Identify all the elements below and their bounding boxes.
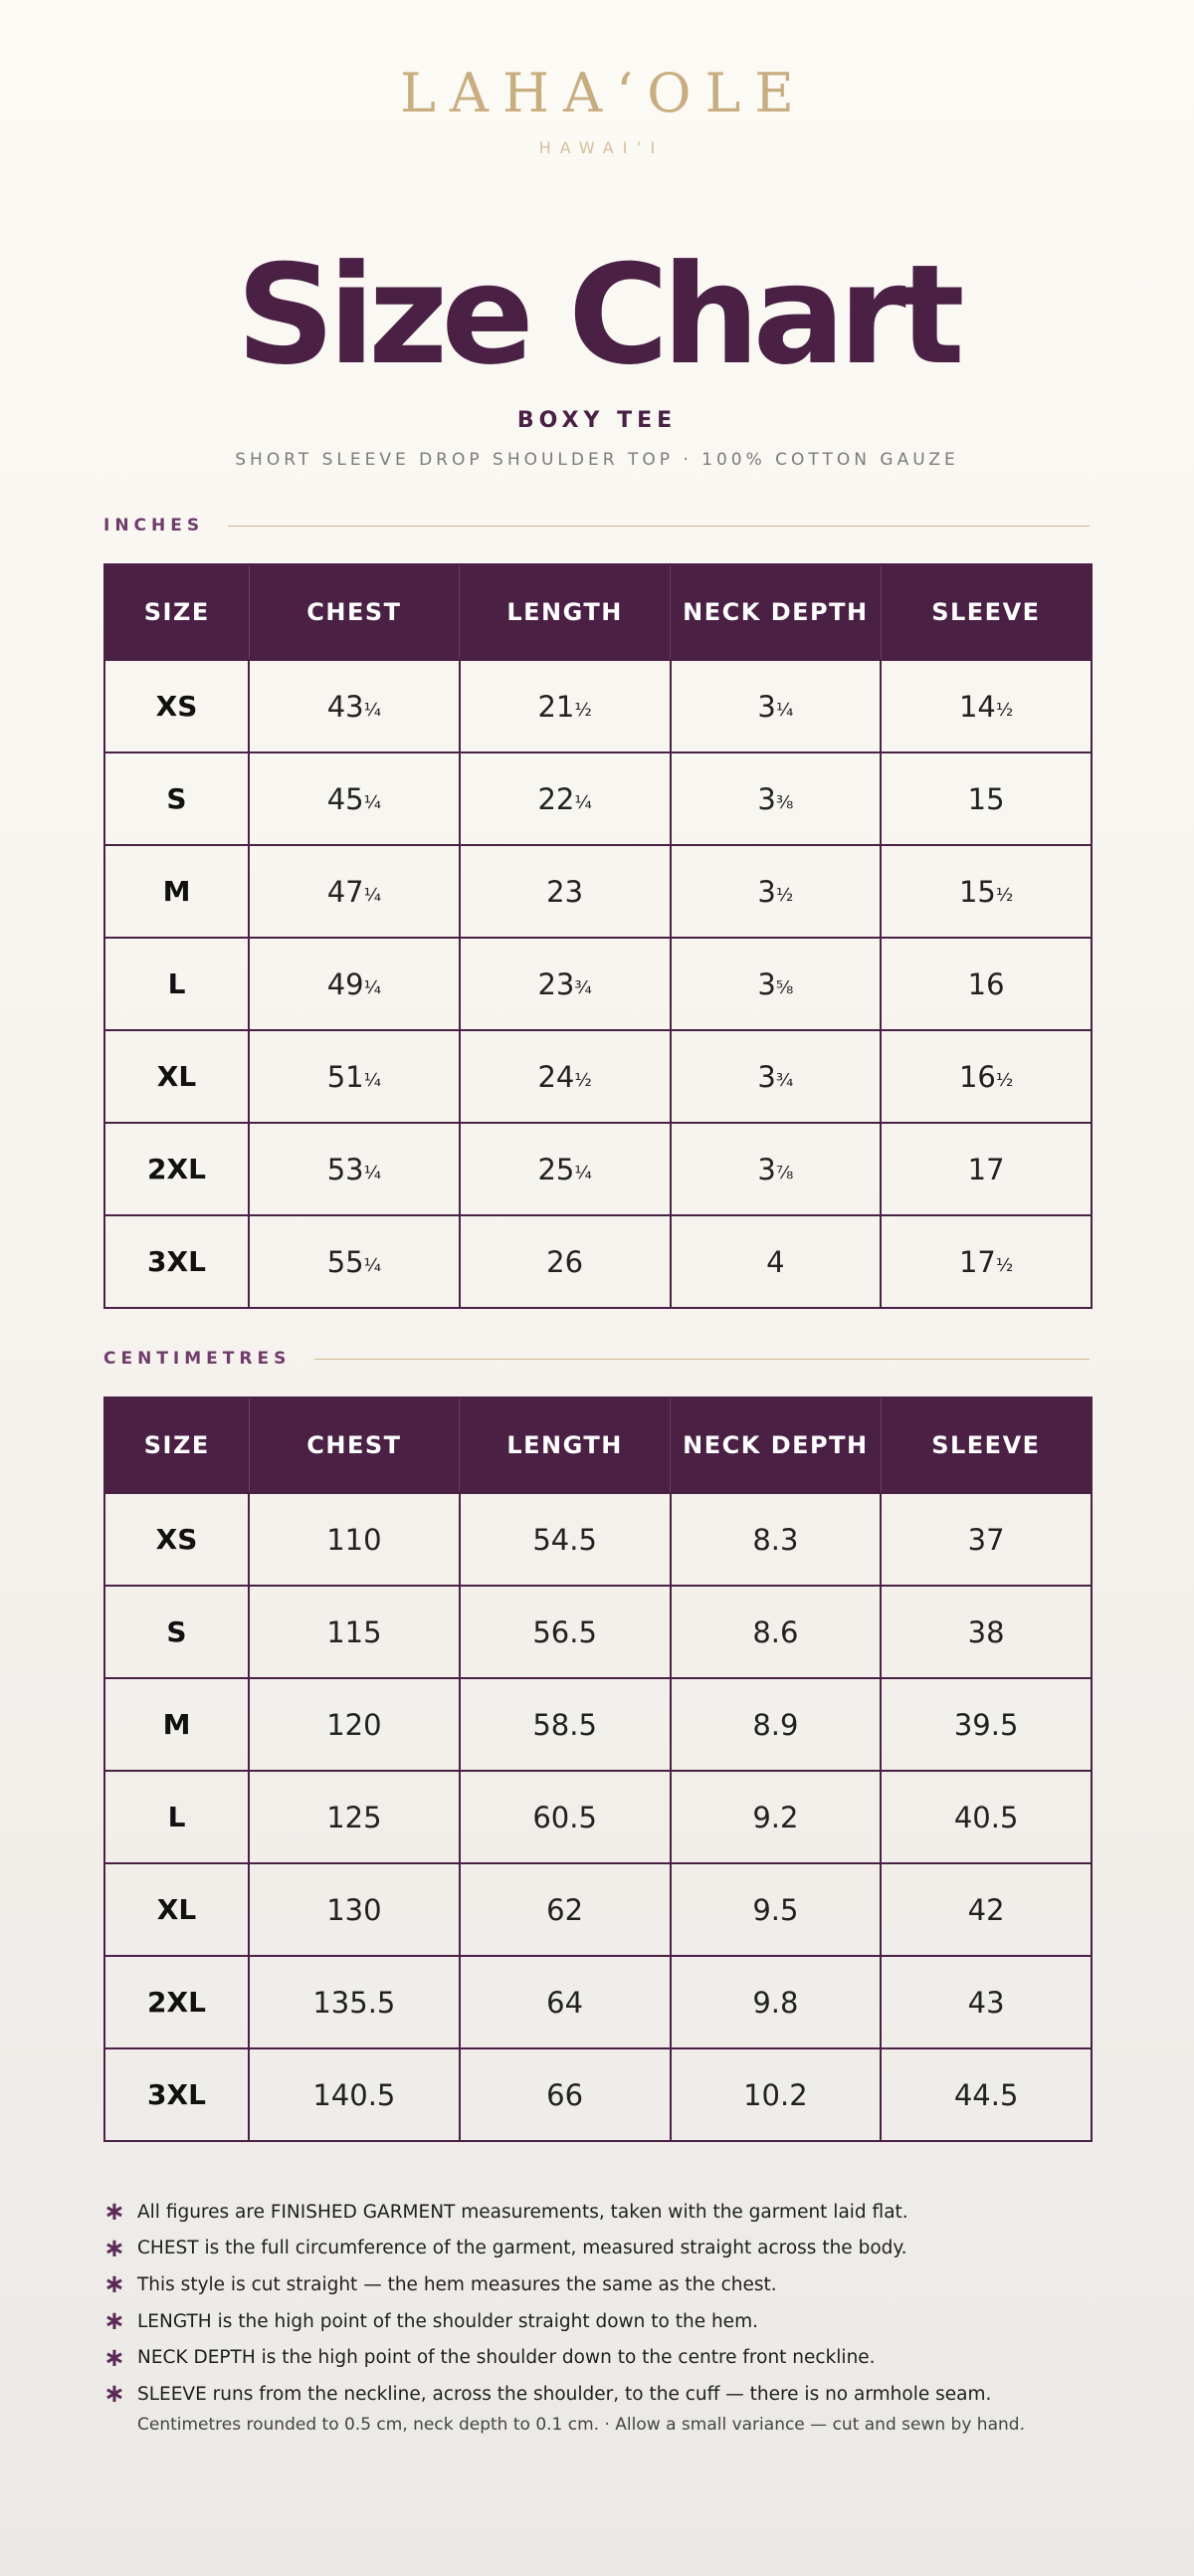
note-item bbox=[103, 2266, 1098, 2303]
measurement-cell-sleeve: 38 bbox=[881, 1586, 1092, 1678]
measurement-cell-chest: 110 bbox=[249, 1493, 460, 1586]
measurement-cell-sleeve: 15½ bbox=[881, 845, 1092, 938]
table-row bbox=[104, 660, 1092, 752]
centimetres-size-table bbox=[103, 1396, 1093, 2142]
product-name: BOXY TEE bbox=[516, 408, 678, 433]
size-label-cell: M bbox=[104, 1678, 249, 1771]
inches-section-header bbox=[103, 514, 1090, 537]
measurement-cell-neck-depth: 3⅞ bbox=[671, 1123, 882, 1215]
centimetres-section-label: CENTIMETRES bbox=[103, 1349, 292, 1369]
table-row bbox=[104, 1215, 1092, 1308]
note-text: SLEEVE runs from the neckline, across the shoulder, to the cuff — there is no armhole seam. bbox=[137, 2383, 992, 2405]
measurement-cell-sleeve: 44.5 bbox=[881, 2048, 1092, 2141]
measurement-cell-chest: 140.5 bbox=[249, 2048, 460, 2141]
measurement-cell-chest: 53¼ bbox=[249, 1123, 460, 1215]
size-label-cell: 3XL bbox=[104, 1215, 249, 1308]
table-row bbox=[104, 1030, 1092, 1123]
centimetres-section-header bbox=[103, 1347, 1090, 1371]
page-title: Size Chart bbox=[236, 235, 958, 395]
measurement-cell-neck-depth: 10.2 bbox=[671, 2048, 882, 2141]
section-divider bbox=[314, 1359, 1090, 1360]
table-row bbox=[104, 2048, 1092, 2141]
size-label-cell: XL bbox=[104, 1863, 249, 1956]
measurement-cell-sleeve: 42 bbox=[881, 1863, 1092, 1956]
measurement-cell-sleeve: 40.5 bbox=[881, 1771, 1092, 1863]
measurement-cell-sleeve: 16 bbox=[881, 938, 1092, 1030]
table-row bbox=[104, 1678, 1092, 1771]
note-item bbox=[103, 2376, 1098, 2413]
table-row bbox=[104, 845, 1092, 938]
size-label-cell: 2XL bbox=[104, 1123, 249, 1215]
table-row bbox=[104, 1586, 1092, 1678]
section-divider bbox=[228, 526, 1090, 527]
measurement-cell-length: 66 bbox=[460, 2048, 671, 2141]
measurement-cell-sleeve: 37 bbox=[881, 1493, 1092, 1586]
table-row bbox=[104, 752, 1092, 845]
note-text: LENGTH is the high point of the shoulder straight down to the hem. bbox=[137, 2310, 758, 2332]
measurement-cell-chest: 55¼ bbox=[249, 1215, 460, 1308]
brand-logo bbox=[0, 62, 1194, 157]
measurement-cell-neck-depth: 3¾ bbox=[671, 1030, 882, 1123]
column-header-size: SIZE bbox=[104, 1397, 249, 1493]
column-header-sleeve: SLEEVE bbox=[881, 564, 1092, 660]
measurement-cell-neck-depth: 4 bbox=[671, 1215, 882, 1308]
table-row bbox=[104, 1771, 1092, 1863]
asterisk-icon: ∗ bbox=[103, 2342, 125, 2373]
measurement-cell-chest: 135.5 bbox=[249, 1956, 460, 2048]
product-description: SHORT SLEEVE DROP SHOULDER TOP · 100% COTTON GAUZE bbox=[235, 450, 959, 470]
measurement-cell-neck-depth: 9.8 bbox=[671, 1956, 882, 2048]
note-text: This style is cut straight — the hem measures the same as the chest. bbox=[137, 2273, 777, 2295]
column-header-sleeve: SLEEVE bbox=[881, 1397, 1092, 1493]
measurement-cell-chest: 43¼ bbox=[249, 660, 460, 752]
measurement-notes bbox=[103, 2194, 1098, 2413]
asterisk-icon: ∗ bbox=[103, 2269, 125, 2300]
measurement-cell-chest: 51¼ bbox=[249, 1030, 460, 1123]
measurement-cell-neck-depth: 3⅜ bbox=[671, 752, 882, 845]
measurement-cell-neck-depth: 3⅝ bbox=[671, 938, 882, 1030]
measurement-cell-neck-depth: 3½ bbox=[671, 845, 882, 938]
measurement-cell-sleeve: 17½ bbox=[881, 1215, 1092, 1308]
note-text: All figures are FINISHED GARMENT measurements, taken with the garment laid flat. bbox=[137, 2201, 908, 2223]
measurement-cell-length: 60.5 bbox=[460, 1771, 671, 1863]
note-item bbox=[103, 2231, 1098, 2267]
measurement-cell-chest: 120 bbox=[249, 1678, 460, 1771]
column-header-neck-depth: NECK DEPTH bbox=[671, 564, 882, 660]
note-text: NECK DEPTH is the high point of the shoulder down to the centre front neckline. bbox=[137, 2347, 876, 2369]
measurement-cell-neck-depth: 9.5 bbox=[671, 1863, 882, 1956]
measurement-cell-chest: 47¼ bbox=[249, 845, 460, 938]
table-row bbox=[104, 1493, 1092, 1586]
table-header-row bbox=[104, 1397, 1092, 1493]
measurement-cell-length: 21½ bbox=[460, 660, 671, 752]
brand-name: LAHAʻOLE bbox=[400, 62, 808, 124]
measurement-cell-length: 25¼ bbox=[460, 1123, 671, 1215]
measurement-cell-neck-depth: 9.2 bbox=[671, 1771, 882, 1863]
table-row bbox=[104, 1956, 1092, 2048]
measurement-cell-chest: 115 bbox=[249, 1586, 460, 1678]
measurement-cell-length: 22¼ bbox=[460, 752, 671, 845]
measurement-cell-sleeve: 17 bbox=[881, 1123, 1092, 1215]
measurement-cell-length: 58.5 bbox=[460, 1678, 671, 1771]
measurement-cell-sleeve: 14½ bbox=[881, 660, 1092, 752]
size-label-cell: L bbox=[104, 938, 249, 1030]
table-row bbox=[104, 938, 1092, 1030]
column-header-length: LENGTH bbox=[460, 564, 671, 660]
asterisk-icon: ∗ bbox=[103, 2306, 125, 2337]
note-item bbox=[103, 2194, 1098, 2231]
footnote: Centimetres rounded to 0.5 cm, neck depth to 0.1 cm. · Allow a small variance — cut and sewn by hand. bbox=[137, 2415, 1025, 2435]
measurement-cell-length: 62 bbox=[460, 1863, 671, 1956]
measurement-cell-neck-depth: 8.3 bbox=[671, 1493, 882, 1586]
size-label-cell: L bbox=[104, 1771, 249, 1863]
measurement-cell-length: 54.5 bbox=[460, 1493, 671, 1586]
measurement-cell-neck-depth: 8.6 bbox=[671, 1586, 882, 1678]
note-item bbox=[103, 2303, 1098, 2340]
inches-size-table bbox=[103, 563, 1093, 1309]
column-header-chest: CHEST bbox=[249, 564, 460, 660]
size-label-cell: XL bbox=[104, 1030, 249, 1123]
column-header-neck-depth: NECK DEPTH bbox=[671, 1397, 882, 1493]
note-item bbox=[103, 2339, 1098, 2376]
measurement-cell-length: 23¾ bbox=[460, 938, 671, 1030]
measurement-cell-length: 64 bbox=[460, 1956, 671, 2048]
measurement-cell-chest: 49¼ bbox=[249, 938, 460, 1030]
column-header-size: SIZE bbox=[104, 564, 249, 660]
note-text: CHEST is the full circumference of the garment, measured straight across the body. bbox=[137, 2238, 907, 2259]
measurement-cell-sleeve: 39.5 bbox=[881, 1678, 1092, 1771]
size-label-cell: XS bbox=[104, 660, 249, 752]
measurement-cell-length: 24½ bbox=[460, 1030, 671, 1123]
table-header-row bbox=[104, 564, 1092, 660]
size-label-cell: M bbox=[104, 845, 249, 938]
measurement-cell-sleeve: 43 bbox=[881, 1956, 1092, 2048]
size-label-cell: 2XL bbox=[104, 1956, 249, 2048]
measurement-cell-sleeve: 16½ bbox=[881, 1030, 1092, 1123]
asterisk-icon: ∗ bbox=[103, 2233, 125, 2263]
asterisk-icon: ∗ bbox=[103, 2379, 125, 2410]
measurement-cell-length: 56.5 bbox=[460, 1586, 671, 1678]
column-header-chest: CHEST bbox=[249, 1397, 460, 1493]
measurement-cell-chest: 125 bbox=[249, 1771, 460, 1863]
measurement-cell-neck-depth: 3¼ bbox=[671, 660, 882, 752]
column-header-length: LENGTH bbox=[460, 1397, 671, 1493]
measurement-cell-neck-depth: 8.9 bbox=[671, 1678, 882, 1771]
size-label-cell: XS bbox=[104, 1493, 249, 1586]
size-label-cell: S bbox=[104, 752, 249, 845]
measurement-cell-chest: 130 bbox=[249, 1863, 460, 1956]
asterisk-icon: ∗ bbox=[103, 2197, 125, 2228]
size-label-cell: S bbox=[104, 1586, 249, 1678]
inches-section-label: INCHES bbox=[103, 516, 205, 536]
size-label-cell: 3XL bbox=[104, 2048, 249, 2141]
measurement-cell-length: 26 bbox=[460, 1215, 671, 1308]
measurement-cell-sleeve: 15 bbox=[881, 752, 1092, 845]
measurement-cell-chest: 45¼ bbox=[249, 752, 460, 845]
table-row bbox=[104, 1123, 1092, 1215]
measurement-cell-length: 23 bbox=[460, 845, 671, 938]
brand-location: HAWAIʻI bbox=[538, 138, 665, 157]
table-row bbox=[104, 1863, 1092, 1956]
